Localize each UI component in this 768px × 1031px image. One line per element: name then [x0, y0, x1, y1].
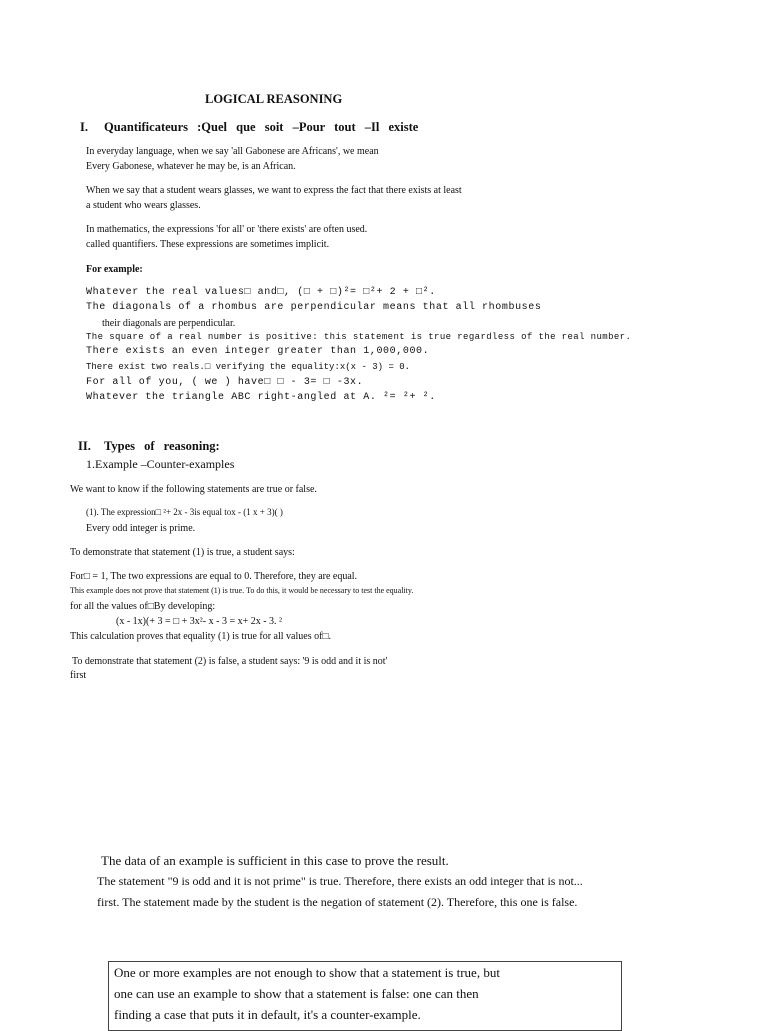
- all-values-line: for all the values of□By developing:: [70, 601, 216, 612]
- conclusion-line: The data of an example is sufficient in this case to prove the result.: [101, 853, 449, 868]
- example-line: Whatever the real values□ and□, (□ + □)²= □²+ 2 + □².: [86, 287, 436, 298]
- box-line: One or more examples are not enough to show that a statement is true, but: [114, 965, 500, 980]
- demo-2-line-1: To demonstrate that statement (2) is false, a student says: '9 is odd and it is not': [72, 656, 388, 667]
- example-label: For example:: [86, 264, 143, 275]
- note-line: This example does not prove that statement (1) is true. To do this, it would be necessary to test the equality.: [70, 586, 414, 595]
- example-line: There exists an even integer greater than 1,000,000.: [86, 346, 430, 357]
- section-2-heading: Types of reasoning:: [104, 439, 220, 453]
- paragraph-2-line-2: a student who wears glasses.: [86, 200, 201, 211]
- conclusion-line: The statement "9 is odd and it is not prime" is true. Therefore, there exists an odd integer that is not...: [97, 874, 583, 888]
- demo-1-line: To demonstrate that statement (1) is true, a student says:: [70, 547, 295, 558]
- example-line: their diagonals are perpendicular.: [102, 318, 236, 329]
- section-2-subheading: 1.Example –Counter-examples: [86, 457, 235, 471]
- key-point-box: [108, 961, 622, 1031]
- box-line: finding a case that puts it in default, it's a counter-example.: [114, 1007, 421, 1022]
- box-line: one can use an example to show that a statement is false: one can then: [114, 986, 479, 1001]
- statement-2: Every odd integer is prime.: [86, 523, 196, 534]
- paragraph-2-line-1: When we say that a student wears glasses, we want to express the fact that there exists at least: [86, 185, 462, 196]
- conclusion-line: first. The statement made by the student is the negation of statement (2). Therefore, this one is false.: [97, 895, 578, 909]
- example-line: Whatever the triangle ABC right-angled at A. ²= ²+ ².: [86, 392, 436, 403]
- example-line: The square of a real number is positive: this statement is true regardless of the real number.: [86, 332, 632, 342]
- calc-line: (x - 1x)(+ 3 = □ + 3x²- x - 3 = x+ 2x - 3. ²: [116, 616, 283, 627]
- demo-2-line-2: first: [70, 670, 87, 681]
- example-line: There exist two reals.□ verifying the equality:x(x - 3) = 0.: [86, 362, 411, 372]
- section-1-number: I.: [80, 120, 88, 134]
- proves-line: This calculation proves that equality (1) is true for all values of□.: [70, 631, 331, 642]
- page-title: LOGICAL REASONING: [205, 92, 343, 106]
- paragraph-1-line-1: In everyday language, when we say 'all Gabonese are Africans', we mean: [86, 146, 379, 157]
- section-2-number: II.: [78, 439, 91, 453]
- statement-1: (1). The expression□ ²+ 2x - 3is equal tox - (1 x + 3)( ): [86, 507, 283, 517]
- for-line: For□ = 1, The two expressions are equal to 0. Therefore, they are equal.: [70, 571, 358, 582]
- paragraph-3-line-2: called quantifiers. These expressions are sometimes implicit.: [86, 239, 330, 250]
- paragraph-1-line-2: Every Gabonese, whatever he may be, is an African.: [86, 161, 296, 172]
- example-line: The diagonals of a rhombus are perpendicular means that all rhombuses: [86, 302, 542, 313]
- paragraph-3-line-1: In mathematics, the expressions 'for all' or 'there exists' are often used.: [86, 224, 368, 235]
- section-1-heading: Quantificateurs :Quel que soit –Pour tout –Il existe: [104, 120, 419, 134]
- intro-line: We want to know if the following statements are true or false.: [70, 484, 317, 495]
- example-line: For all of you, ( we ) have□ □ - 3= □ -3x.: [86, 377, 364, 388]
